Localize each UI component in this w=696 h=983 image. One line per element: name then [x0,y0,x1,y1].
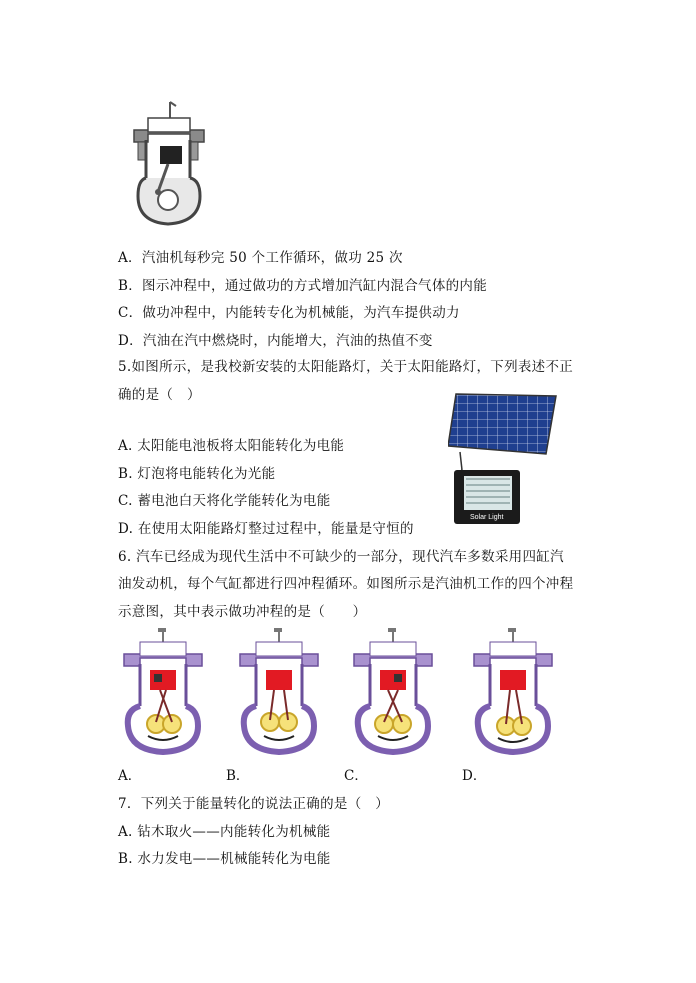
q5-stem-line1: 5.如图所示，是我校新安装的太阳能路灯，关于太阳能路灯，下列表述不正 [118,359,574,375]
q4-option-a: A．汽油机每秒完 50 个工作循环，做功 25 次 [118,250,403,266]
q5-stem-line2: 确的是（ ） [118,387,201,403]
solar-lamp-figure [448,388,566,528]
q6-caption-a: A． [118,768,142,784]
q5-option-d: D. 在使用太阳能路灯整过过程中，能量是守恒的 [118,521,414,537]
q7-option-a: A. 钻木取火——内能转化为机械能 [118,824,331,840]
engine-figure-q4 [128,100,208,230]
q5-option-b: B. 灯泡将电能转化为光能 [118,466,276,482]
engine-stroke-a [120,626,206,756]
q7-stem: 7．下列关于能量转化的说法正确的是（ ） [118,796,390,812]
q4-option-b: B．图示冲程中，通过做功的方式增加汽缸内混合气体的内能 [118,278,488,294]
q5-option-a: A. 太阳能电池板将太阳能转化为电能 [118,438,345,454]
q6-caption-d: D． [462,768,487,784]
q4-option-c: C．做功冲程中，内能转专化为机械能，为汽车提供动力 [118,305,460,321]
engine-stroke-b [236,626,322,756]
engine-stroke-c [350,626,436,756]
q6-stem-line1: 6. 汽车已经成为现代生活中不可缺少的一部分，现代汽车多数采用四缸汽 [118,549,564,565]
q6-stem-line3: 示意图，其中表示做功冲程的是（ ） [118,604,367,620]
q6-caption-c: C． [344,768,368,784]
q4-option-d: D．汽油在汽中燃烧时，内能增大，汽油的热值不变 [118,333,433,349]
q7-option-b: B. 水力发电——机械能转化为电能 [118,851,331,867]
engine-stroke-d [470,626,556,756]
lamp-label: Solar Light [470,514,504,521]
q6-caption-b: B． [226,768,250,784]
q6-stem-line2: 油发动机，每个气缸都进行四冲程循环。如图所示是汽油机工作的四个冲程 [118,576,574,592]
q5-option-c: C. 蓄电池白天将化学能转化为电能 [118,493,331,509]
